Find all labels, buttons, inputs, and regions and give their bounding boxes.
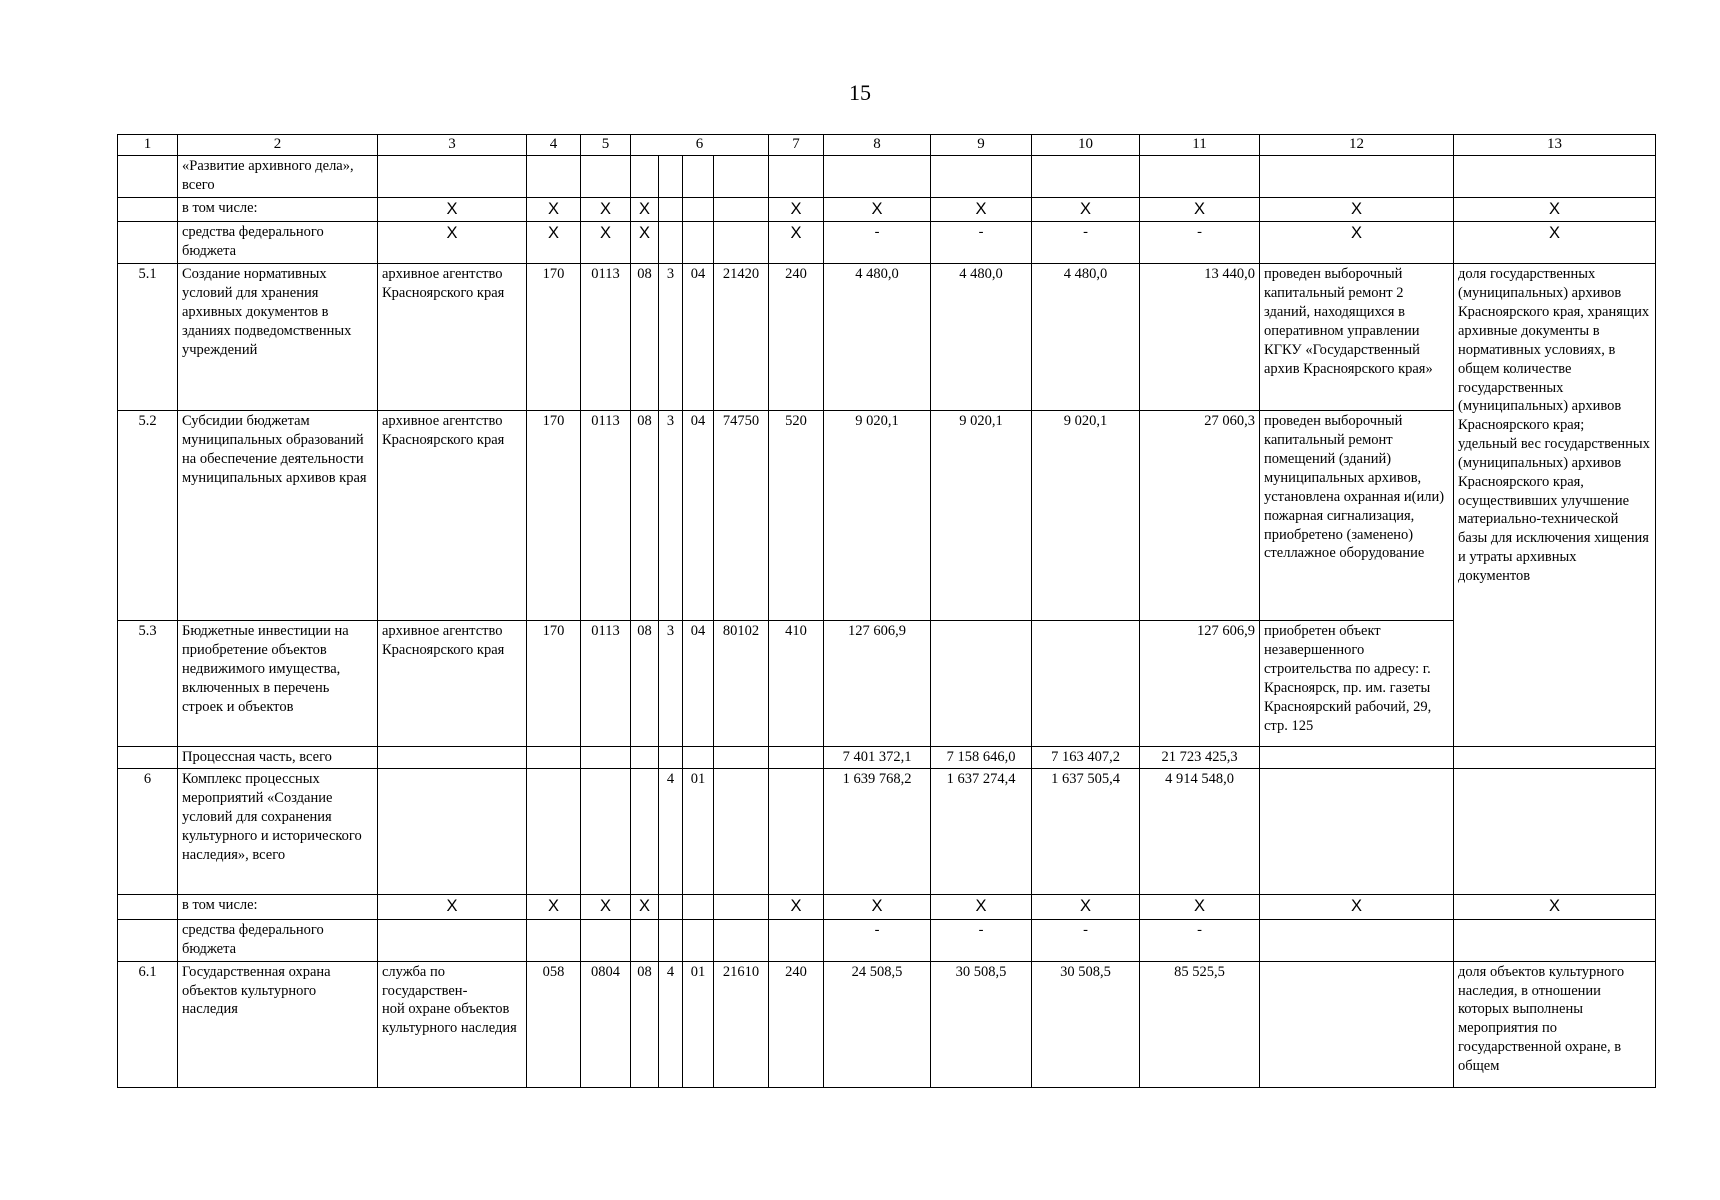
col5-cell: 0113 (581, 621, 631, 747)
col11-cell: 85 525,5 (1140, 961, 1260, 1087)
col6c-cell: 04 (683, 411, 714, 621)
executor-cell: архивное агентство Красноярского края (378, 411, 527, 621)
col6b-cell: 3 (659, 621, 683, 747)
col8-cell: X (824, 895, 931, 919)
header-cell: 6 (631, 135, 769, 156)
col4-cell: 170 (527, 264, 581, 411)
row-name: средства федерального бюджета (178, 222, 378, 264)
col9-cell: 4 480,0 (931, 264, 1032, 411)
header-cell: 5 (581, 135, 631, 156)
header-cell: 10 (1032, 135, 1140, 156)
header-cell: 8 (824, 135, 931, 156)
col11-cell: 4 914 548,0 (1140, 769, 1260, 895)
col9-cell: X (931, 198, 1032, 222)
col6b-cell: 3 (659, 264, 683, 411)
row-name: Бюджетные инвестиции на приобретение объектов недвижимого имущества, включенных в перечень строек и объектов (178, 621, 378, 747)
table-row (118, 769, 1656, 895)
header-cell: 3 (378, 135, 527, 156)
row-number (118, 919, 178, 961)
row-number: 5.2 (118, 411, 178, 621)
col6c-cell: 01 (683, 961, 714, 1087)
col7-cell (769, 919, 824, 961)
executor-cell: служба по государствен- ной охране объектов культурного наследия (378, 961, 527, 1087)
col11-cell: X (1140, 198, 1260, 222)
executor-cell (378, 769, 527, 895)
col9-cell: - (931, 222, 1032, 264)
col6d-cell (714, 919, 769, 961)
col11-cell: 21 723 425,3 (1140, 747, 1260, 769)
col6c-cell (683, 919, 714, 961)
col10-cell: X (1032, 895, 1140, 919)
col7-cell: 240 (769, 264, 824, 411)
col8-cell: 4 480,0 (824, 264, 931, 411)
table-row (118, 961, 1656, 1087)
page-number: 15 (849, 80, 871, 105)
header-cell: 7 (769, 135, 824, 156)
col4-cell: 170 (527, 621, 581, 747)
col4-cell: X (527, 198, 581, 222)
col6a-cell (631, 156, 659, 198)
col12-cell (1260, 769, 1454, 895)
executor-cell (378, 919, 527, 961)
header-row (118, 135, 1656, 156)
col8-cell: 9 020,1 (824, 411, 931, 621)
col6a-cell: X (631, 222, 659, 264)
col8-cell: 7 401 372,1 (824, 747, 931, 769)
header-cell: 12 (1260, 135, 1454, 156)
col5-cell: X (581, 198, 631, 222)
col6a-cell: 08 (631, 621, 659, 747)
col4-cell: 058 (527, 961, 581, 1087)
col6c-cell (683, 222, 714, 264)
col6a-cell (631, 747, 659, 769)
col13-cell: X (1454, 198, 1656, 222)
row-name: Субсидии бюджетам муниципальных образований на обеспечение деятельности муниципальных архивов края (178, 411, 378, 621)
col6c-cell (683, 198, 714, 222)
header-cell: 11 (1140, 135, 1260, 156)
table-row (118, 156, 1656, 198)
col13-cell: X (1454, 222, 1656, 264)
table-row (118, 621, 1656, 747)
col11-cell: 13 440,0 (1140, 264, 1260, 411)
col7-cell: X (769, 895, 824, 919)
col5-cell: 0113 (581, 264, 631, 411)
col6a-cell: X (631, 198, 659, 222)
col8-cell: - (824, 222, 931, 264)
col12-cell (1260, 156, 1454, 198)
executor-cell (378, 747, 527, 769)
col6b-cell: 4 (659, 769, 683, 895)
row-name: Государственная охрана объектов культурного наследия (178, 961, 378, 1087)
col7-cell: 410 (769, 621, 824, 747)
col7-cell: X (769, 198, 824, 222)
col6a-cell (631, 919, 659, 961)
row-name: средства федерального бюджета (178, 919, 378, 961)
col6c-cell (683, 895, 714, 919)
col10-cell (1032, 621, 1140, 747)
col10-cell (1032, 156, 1140, 198)
col12-cell: проведен выборочный капитальный ремонт 2 зданий, находящихся в оперативном управлении КГКУ «Государственный архив Красноярского края» (1260, 264, 1454, 411)
col13-cell: доля государственных (муниципальных) архивов Красноярского края, хранящих архивные документы в нормативных условиях, в общем количестве государственных (муниципальных) архивов Красноярского края; удельный вес государственных (муниципальных) архивов Красноярского края, осуществивших улучшение материально-технической базы для исключения хищения и утраты архивных документов (1454, 264, 1656, 747)
row-number: 5.1 (118, 264, 178, 411)
col4-cell (527, 769, 581, 895)
col6d-cell: 74750 (714, 411, 769, 621)
col8-cell: X (824, 198, 931, 222)
col6b-cell: 3 (659, 411, 683, 621)
col7-cell (769, 156, 824, 198)
col5-cell (581, 919, 631, 961)
col6a-cell: X (631, 895, 659, 919)
col8-cell (824, 156, 931, 198)
col4-cell (527, 747, 581, 769)
executor-cell: X (378, 198, 527, 222)
col8-cell: 1 639 768,2 (824, 769, 931, 895)
col12-cell: X (1260, 222, 1454, 264)
col12-cell: проведен выборочный капитальный ремонт помещений (зданий) муниципальных архивов, установлена охранная и(или) пожарная сигнализация, приобретено (заменено) стеллажное оборудование (1260, 411, 1454, 621)
col6d-cell (714, 222, 769, 264)
col6a-cell: 08 (631, 264, 659, 411)
col6d-cell (714, 156, 769, 198)
col12-cell (1260, 747, 1454, 769)
col5-cell (581, 156, 631, 198)
col8-cell: - (824, 919, 931, 961)
col8-cell: 24 508,5 (824, 961, 931, 1087)
col6d-cell: 80102 (714, 621, 769, 747)
col5-cell (581, 769, 631, 895)
col4-cell (527, 156, 581, 198)
col11-cell: 27 060,3 (1140, 411, 1260, 621)
table-row (118, 198, 1656, 222)
col13-cell: доля объектов культурного наследия, в отношении которых выполнены мероприятия по государственной охране, в общем (1454, 961, 1656, 1087)
row-number (118, 198, 178, 222)
col4-cell: X (527, 222, 581, 264)
table-row (118, 411, 1656, 621)
col9-cell: 1 637 274,4 (931, 769, 1032, 895)
col12-cell (1260, 919, 1454, 961)
col6d-cell: 21420 (714, 264, 769, 411)
col6b-cell: 4 (659, 961, 683, 1087)
row-name: «Развитие архивного дела», всего (178, 156, 378, 198)
col5-cell: X (581, 895, 631, 919)
col13-cell (1454, 769, 1656, 895)
table-row (118, 919, 1656, 961)
header-cell: 9 (931, 135, 1032, 156)
col11-cell: - (1140, 222, 1260, 264)
col13-cell (1454, 919, 1656, 961)
col9-cell: X (931, 895, 1032, 919)
col7-cell: 240 (769, 961, 824, 1087)
col5-cell: 0113 (581, 411, 631, 621)
col6d-cell (714, 198, 769, 222)
col8-cell: 127 606,9 (824, 621, 931, 747)
table-row (118, 264, 1656, 411)
col7-cell: X (769, 222, 824, 264)
col13-cell: X (1454, 895, 1656, 919)
col11-cell: - (1140, 919, 1260, 961)
row-number: 5.3 (118, 621, 178, 747)
col6a-cell: 08 (631, 411, 659, 621)
col6d-cell (714, 747, 769, 769)
col6d-cell (714, 895, 769, 919)
executor-cell: архивное агентство Красноярского края (378, 264, 527, 411)
col7-cell (769, 747, 824, 769)
col6c-cell: 04 (683, 621, 714, 747)
col10-cell: - (1032, 919, 1140, 961)
executor-cell: архивное агентство Красноярского края (378, 621, 527, 747)
col10-cell: - (1032, 222, 1140, 264)
col13-cell (1454, 156, 1656, 198)
col6d-cell (714, 769, 769, 895)
table-row (118, 895, 1656, 919)
col4-cell: 170 (527, 411, 581, 621)
col10-cell: 7 163 407,2 (1032, 747, 1140, 769)
header-cell: 2 (178, 135, 378, 156)
header-cell: 1 (118, 135, 178, 156)
col6b-cell (659, 222, 683, 264)
row-number: 6 (118, 769, 178, 895)
col6b-cell (659, 895, 683, 919)
col9-cell: 7 158 646,0 (931, 747, 1032, 769)
row-name: Комплекс процессных мероприятий «Создание условий для сохранения культурного и исторического наследия», всего (178, 769, 378, 895)
table-row (118, 222, 1656, 264)
col4-cell (527, 919, 581, 961)
row-number (118, 747, 178, 769)
col9-cell (931, 621, 1032, 747)
executor-cell (378, 156, 527, 198)
col10-cell: X (1032, 198, 1140, 222)
row-number: 6.1 (118, 961, 178, 1087)
col6a-cell: 08 (631, 961, 659, 1087)
table-row (118, 747, 1656, 769)
row-number (118, 156, 178, 198)
row-number (118, 895, 178, 919)
col7-cell (769, 769, 824, 895)
col10-cell: 30 508,5 (1032, 961, 1140, 1087)
col9-cell: 30 508,5 (931, 961, 1032, 1087)
row-name: Процессная часть, всего (178, 747, 378, 769)
col10-cell: 1 637 505,4 (1032, 769, 1140, 895)
col10-cell: 9 020,1 (1032, 411, 1140, 621)
header-cell: 13 (1454, 135, 1656, 156)
col13-cell (1454, 747, 1656, 769)
col6c-cell: 01 (683, 769, 714, 895)
col9-cell: - (931, 919, 1032, 961)
row-name: в том числе: (178, 198, 378, 222)
col10-cell: 4 480,0 (1032, 264, 1140, 411)
row-name: в том числе: (178, 895, 378, 919)
col6c-cell (683, 747, 714, 769)
col4-cell: X (527, 895, 581, 919)
col12-cell: X (1260, 198, 1454, 222)
col6b-cell (659, 156, 683, 198)
col9-cell (931, 156, 1032, 198)
col12-cell: X (1260, 895, 1454, 919)
col6b-cell (659, 198, 683, 222)
col5-cell: 0804 (581, 961, 631, 1087)
col7-cell: 520 (769, 411, 824, 621)
col6d-cell: 21610 (714, 961, 769, 1087)
row-name: Создание нормативных условий для хранения архивных документов в зданиях подведомственных учреждений (178, 264, 378, 411)
col12-cell: приобретен объект незавершенного строительства по адресу: г. Красноярск, пр. им. газеты Красноярский рабочий, 29, стр. 125 (1260, 621, 1454, 747)
col6a-cell (631, 769, 659, 895)
col6b-cell (659, 747, 683, 769)
col11-cell: X (1140, 895, 1260, 919)
col6c-cell: 04 (683, 264, 714, 411)
col5-cell: X (581, 222, 631, 264)
col11-cell: 127 606,9 (1140, 621, 1260, 747)
executor-cell: X (378, 222, 527, 264)
col11-cell (1140, 156, 1260, 198)
col6b-cell (659, 919, 683, 961)
executor-cell: X (378, 895, 527, 919)
header-cell: 4 (527, 135, 581, 156)
col6c-cell (683, 156, 714, 198)
row-number (118, 222, 178, 264)
col5-cell (581, 747, 631, 769)
col12-cell (1260, 961, 1454, 1087)
col9-cell: 9 020,1 (931, 411, 1032, 621)
budget-table (117, 134, 1656, 1088)
